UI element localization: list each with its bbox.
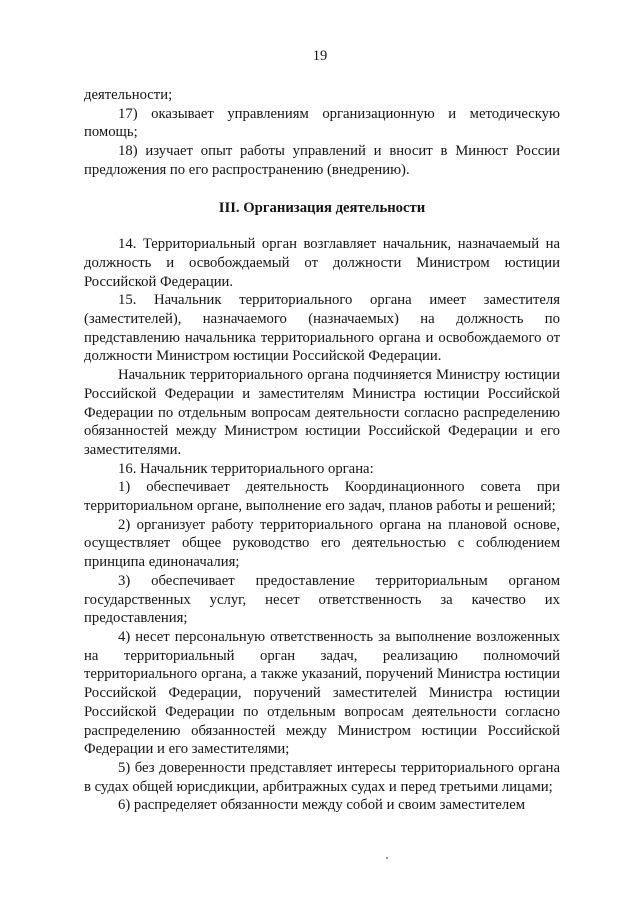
page-number: 19 — [312, 48, 328, 64]
paragraph: 17) оказывает управлениям организационную и методическую помощь; — [84, 105, 560, 141]
list-item: 3) обеспечивает предоставление территориальным органом государственных услуг, несет ответственность за качество их предоставления; — [84, 572, 560, 627]
list-item: 5) без доверенности представляет интересы территориального органа в судах общей юрисдикции, арбитражных судах и перед третьими лицами; — [84, 759, 560, 795]
paragraph: 18) изучает опыт работы управлений и вносит в Минюст России предложения по его распространению (внедрению). — [84, 143, 560, 178]
list-item: 6) распределяет обязанности между собой и своим заместителем — [118, 797, 526, 814]
paragraph: деятельности; — [84, 87, 173, 103]
list-item: 4) несет персональную ответственность за выполнение возложенных на территориальный орган задач, реализацию полномочий территориального органа, а также указаний, поручений Министра юстиции Российской Федерации, поручений заместителей Министра юстиции Российской Федерации по отдельным вопросам деятельности согласно распределению обязанностей между Министром юстиции Российской Федерации и его заместителями; — [84, 628, 560, 758]
paragraph: 16. Начальник территориального органа: — [118, 460, 374, 477]
list-item: 1) обеспечивает деятельность Координационного совета при территориальном органе, выполнение его задач, планов работы и решений; — [84, 479, 560, 515]
section-before-heading — [84, 86, 560, 180]
document-body — [84, 86, 560, 815]
paragraph: 14. Территориальный орган возглавляет начальник, назначаемый на должность и освобождаемый от должности Министром юстиции Российской Федерации. — [84, 236, 560, 290]
scan-speck — [386, 857, 388, 859]
paragraph: 15. Начальник территориального органа имеет заместителя (заместителей), назначаемого (назначаемых) на должность по представлению начальника территориального органа и освобождаемого от должности Министром юстиции Российской Федерации. — [84, 292, 560, 365]
list-item: 2) организует работу территориального органа на плановой основе, осуществляет общее руководство его деятельностью с соблюдением принципа единоначалия; — [84, 516, 560, 571]
paragraph: Начальник территориального органа подчиняется Министру юстиции Российской Федерации и заместителям Министра юстиции Российской Федерации по отдельным вопросам деятельности согласно распределению обязанностей между Министром юстиции Российской Федерации и его заместителями. — [84, 367, 560, 458]
section-heading: III. Организация деятельности — [218, 199, 426, 216]
section-organization — [84, 235, 560, 815]
